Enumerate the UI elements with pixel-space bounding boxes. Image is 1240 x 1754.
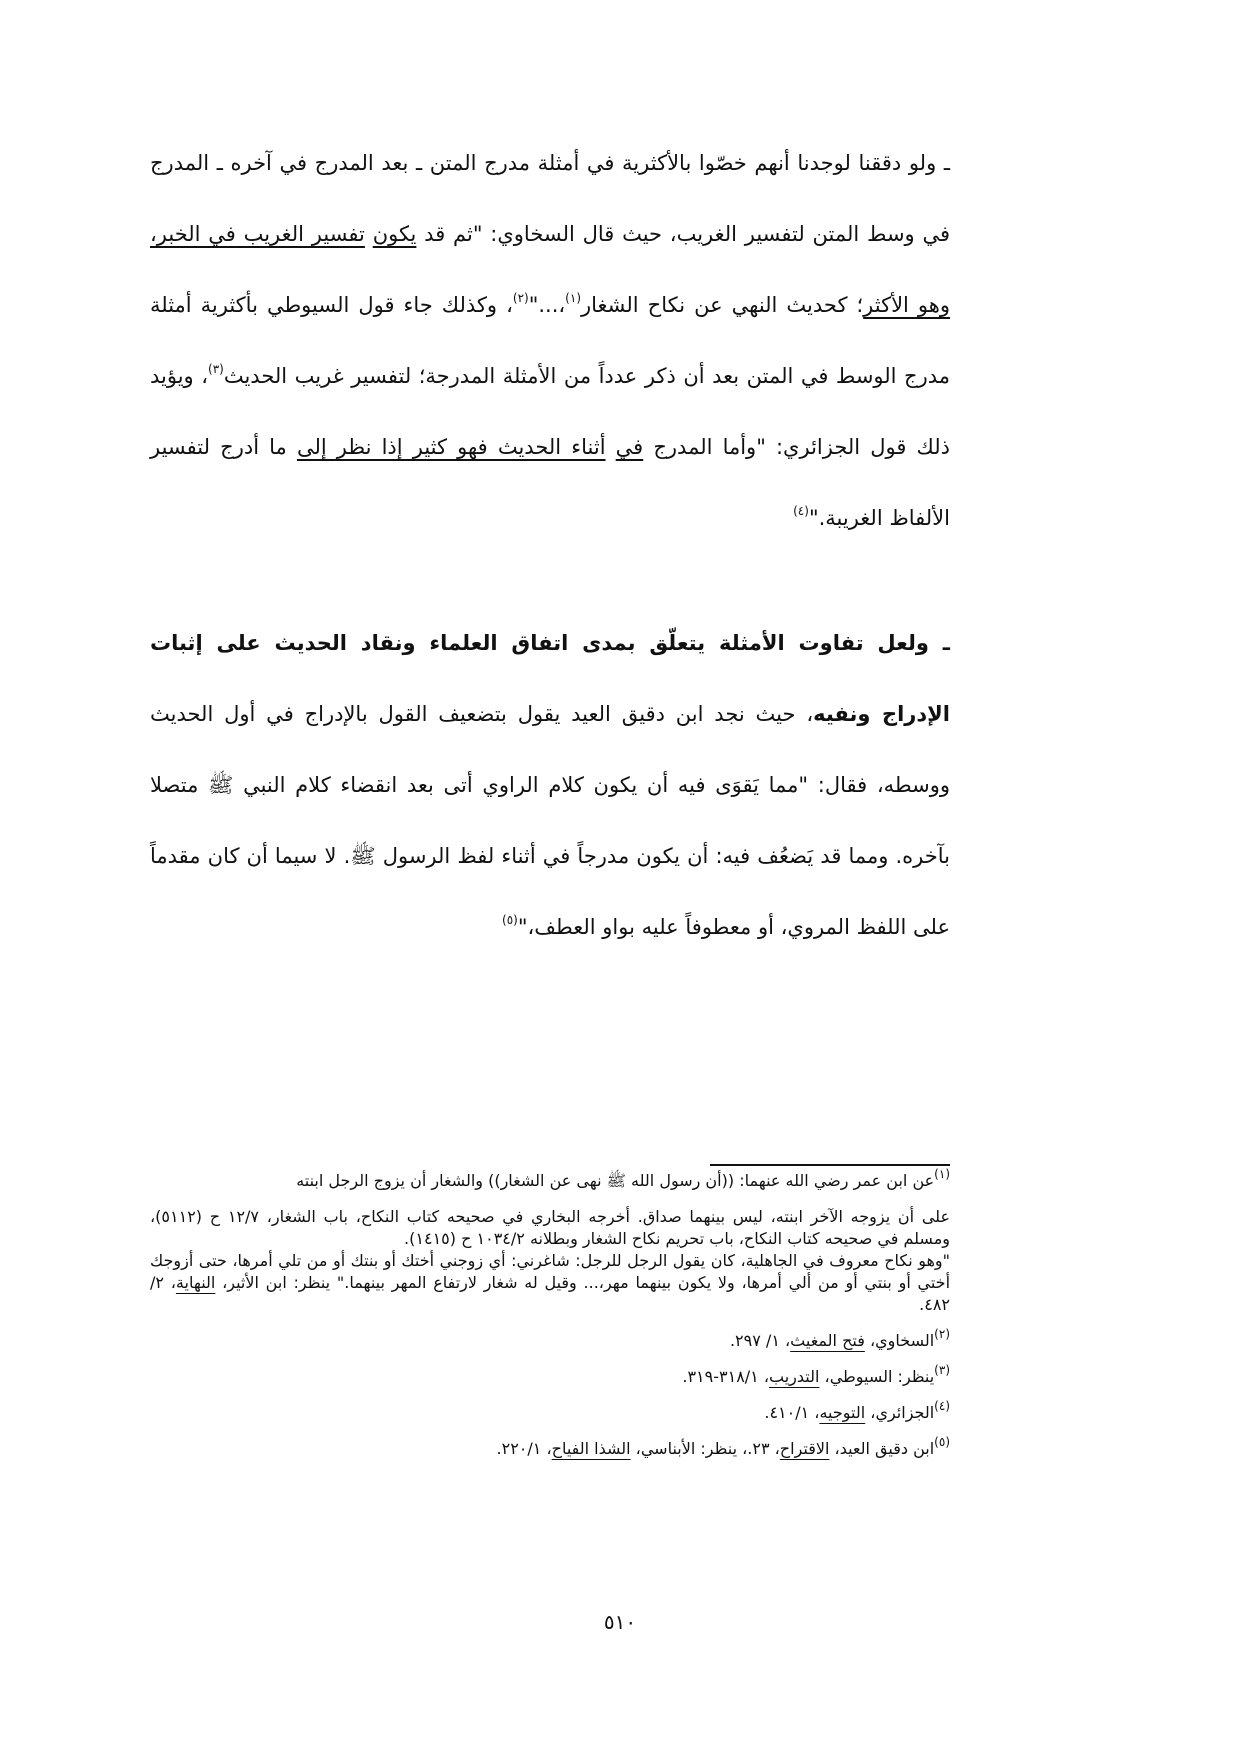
text <box>606 435 616 459</box>
footnote-text: الجزائري، <box>865 1403 935 1422</box>
source-title: فتح المغيث <box>790 1331 865 1350</box>
footnote-line <box>150 1250 950 1316</box>
footnote-text: ابن دقيق العيد، <box>829 1439 935 1458</box>
bold-text: ـ ولعل تفاوت الأمثلة يتعلّق بمدى اتفاق العلماء ونقاد الحديث على إثبات الإدراج ونفيه <box>150 631 950 726</box>
footnote-line <box>150 1166 950 1192</box>
footnote-text: السخاوي، <box>864 1331 935 1350</box>
paragraph-1 <box>150 128 950 554</box>
footnote-5 <box>150 1434 950 1460</box>
footnote-number: (١) <box>934 1166 950 1181</box>
footnote-4 <box>150 1398 950 1424</box>
text: ، وكذلك جاء قول السيوطي بأكثرية أمثلة مدرج الوسط في المتن بعد أن ذكر عدداً من الأمثلة المدرجة؛ لتفسير غريب الحديث <box>150 293 951 388</box>
text: ـ ولو دققنا لوجدنا أنهم خصّوا بالأكثرية في أمثلة مدرج المتن ـ بعد المدرج في آخره ـ المدرج في وسط المتن لتفسير الغريب، حيث قال السخاوي: "ثم قد <box>150 151 950 246</box>
footnote-text: ، ٣١٨/١-٣١٩. <box>682 1367 770 1386</box>
footnote-3 <box>150 1362 950 1388</box>
footnote-ref[interactable]: (٢) <box>512 291 529 305</box>
underlined-text: تفسير الغريب في الخبر، وهو الأكثر <box>150 222 950 317</box>
footnote-text: ينظر: السيوطي، <box>819 1367 935 1386</box>
footnote-ref[interactable]: (١) <box>565 291 581 305</box>
text: ؛ كحديث النهي عن نكاح الشغار <box>581 293 864 317</box>
footnote-number: (٤) <box>934 1398 950 1413</box>
source-title: التدريب <box>769 1367 820 1386</box>
paragraph-2 <box>150 608 950 963</box>
footnote-line: على أن يزوجه الآخر ابنته، ليس بينهما صداق. أخرجه البخاري في صحيحه كتاب النكاح، باب الشغار، ١٢/٧ ح (٥١١٢)، ومسلم في صحيحه كتاب النكاح، باب تحريم نكاح الشغار وبطلانه ١٠٣٤/٢ ح (١٤١٥). <box>150 1207 950 1248</box>
footnote-text: ، ٤١٠/١. <box>764 1403 820 1422</box>
text <box>365 222 373 246</box>
footnote-ref[interactable]: (٤) <box>793 504 809 518</box>
page-number: ٥١٠ <box>603 1610 637 1634</box>
footnote-text: عن ابن عمر رضي الله عنهما: ((أن رسول الله ﷺ نهى عن الشغار)) والشغار أن يزوج الرجل ابنته <box>296 1171 935 1190</box>
text: ،..." <box>528 293 566 317</box>
footnote-number: (٢) <box>934 1326 950 1341</box>
underlined-text: يكون <box>372 222 417 246</box>
footnote-1 <box>150 1166 951 1316</box>
source-title: الاقتراح <box>779 1439 830 1458</box>
text: ما أدرج لتفسير الألفاظ الغريبة." <box>150 435 950 530</box>
text: ، ويؤيد ذلك قول الجزائري: "وأما المدرج <box>150 364 950 459</box>
footnote-text: ، ٢/ ٤٨٢. <box>150 1273 950 1314</box>
footnotes <box>150 1166 951 1474</box>
footnote-ref[interactable]: (٣) <box>208 362 224 376</box>
footnote-separator <box>710 1164 950 1166</box>
footnote-ref[interactable]: (٥) <box>502 913 518 927</box>
footnote-text: ، ٢٢٠/١. <box>496 1439 552 1458</box>
source-title: الشذا الفياح <box>551 1439 631 1458</box>
footnote-2 <box>150 1326 950 1352</box>
footnote-text: ، ١/ ٢٩٧. <box>729 1331 791 1350</box>
underlined-text: في <box>615 435 644 459</box>
source-title: التوجيه <box>819 1403 866 1422</box>
footnote-text: "وهو نكاح معروف في الجاهلية، كان يقول الرجل للرجل: شاغرني: أي زوجني أختك أو بنتك أو من تلي أمرها، حتى أزوجك أختي أو بنتي أو من ألي أمرها، ولا يكون بينهما مهر،... وقيل له شغار لارتفاع المهر بينهما." ينظر: ابن الأثير، <box>150 1251 951 1292</box>
text: ، حيث نجد ابن دقيق العيد يقول بتضعيف القول بالإدراج في أول الحديث ووسطه، فقال: "مما يَقوَى فيه أن يكون كلام الراوي أتى بعد انقضاء كلام النبي ﷺ متصلا بآخره. ومما قد يَضعُف فيه: أن يكون مدرجاً في أثناء لفظ الرسول ﷺ. لا سيما أن كان مقدماً على اللفظ المروي، أو معطوفاً عليه بواو العطف،" <box>150 702 950 939</box>
underlined-text: أثناء الحديث فهو كثير إذا نظر إلى <box>296 435 606 459</box>
footnote-number: (٥) <box>934 1434 950 1449</box>
footnote-number: (٣) <box>934 1362 950 1377</box>
source-title: النهاية <box>175 1273 216 1292</box>
footnote-text: ، ٢٣.، ينظر: الأبناسي، <box>630 1439 780 1458</box>
